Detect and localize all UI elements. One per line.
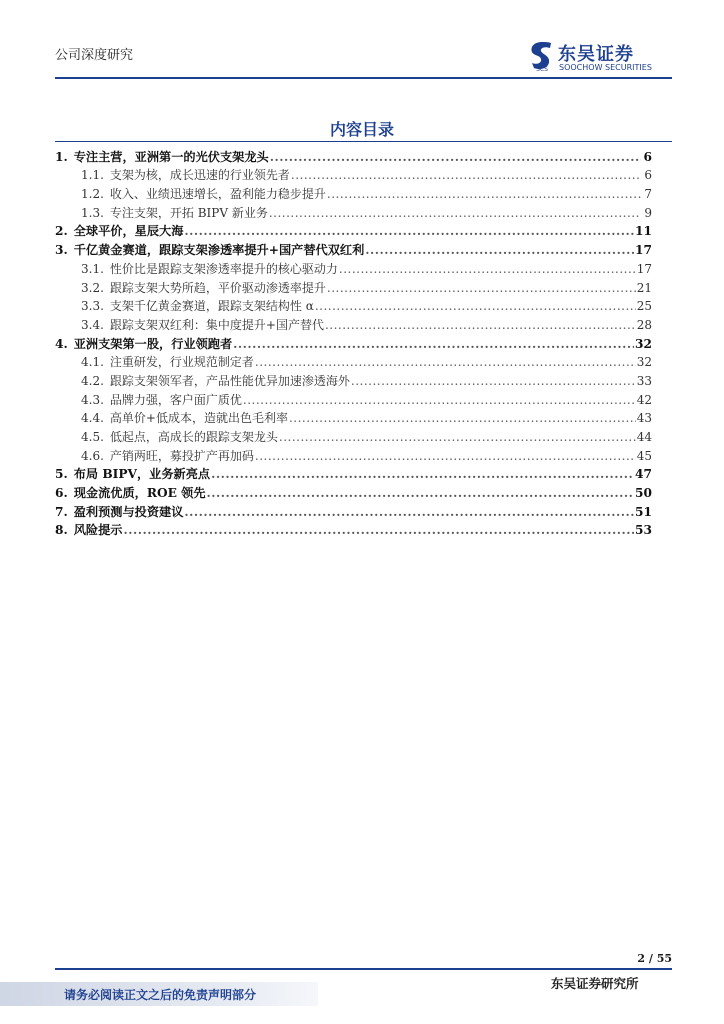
toc-entry[interactable] <box>55 409 652 428</box>
toc-leader-dots <box>270 149 641 166</box>
toc-entry-number: 2. <box>55 224 68 239</box>
toc-entry-number: 3. <box>55 243 68 258</box>
toc-entry-page: 33 <box>636 373 652 388</box>
toc-entry-page: 51 <box>635 504 652 519</box>
toc-entry-number: 3.1. <box>81 261 104 276</box>
toc-entry-number: 4.5. <box>81 430 104 444</box>
toc-entry-page: 32 <box>636 355 652 370</box>
toc-entry-page: 21 <box>636 280 652 295</box>
footer-divider <box>55 968 672 970</box>
toc-entry-title: 产销两旺，募投扩产再加码 <box>109 448 254 463</box>
table-of-contents <box>55 147 652 539</box>
toc-leader-dots <box>291 167 641 184</box>
toc-entry-page: 17 <box>636 261 652 276</box>
toc-entry-number: 4.1. <box>81 355 104 370</box>
toc-entry[interactable] <box>55 502 652 521</box>
toc-entry-title: 布局 BIPV，业务新亮点 <box>73 467 211 482</box>
toc-entry-number: 4.3. <box>81 392 104 407</box>
toc-entry-title: 专注支架，开拓 BIPV 新业务 <box>109 205 268 220</box>
toc-entry-title: 收入、业绩迅速增长，盈利能力稳步提升 <box>109 187 326 202</box>
toc-title: 内容目录 <box>329 120 394 139</box>
toc-leader-dots <box>207 485 635 502</box>
toc-entry-page: 9 <box>644 205 652 220</box>
toc-entry-title: 全球平价，星辰大海 <box>73 224 184 239</box>
toc-entry[interactable] <box>55 203 652 222</box>
toc-entry-number: 3.3. <box>81 299 104 314</box>
toc-entry[interactable] <box>55 371 652 390</box>
toc-entry[interactable] <box>55 297 652 316</box>
footer-disclaimer: 请务必阅读正文之后的免责声明部分 <box>64 988 257 1002</box>
toc-leader-dots <box>315 298 636 315</box>
toc-entry-page: 25 <box>636 299 652 314</box>
toc-leader-dots <box>255 448 636 465</box>
logo-english-name: SOOCHOW SECURITIES <box>559 63 652 72</box>
page-number: 2 / 55 <box>637 952 672 965</box>
toc-entry-page: 43 <box>636 411 652 426</box>
toc-entry-title: 支架千亿黄金赛道，跟踪支架结构性 α <box>109 299 314 314</box>
toc-leader-dots <box>289 410 636 427</box>
toc-entry-title: 低起点，高成长的跟踪支架龙头 <box>109 430 278 444</box>
toc-entry-title: 性价比是跟踪支架渗透率提升的核心驱动力 <box>109 261 338 276</box>
toc-entry-page: 47 <box>635 467 652 482</box>
toc-entry[interactable] <box>55 334 652 353</box>
header-divider <box>55 77 672 79</box>
toc-entry-number: 8. <box>55 523 68 538</box>
toc-entry-page: 45 <box>636 448 652 463</box>
toc-entry-number: 1.2. <box>81 187 104 202</box>
toc-entry-title: 盈利预测与投资建议 <box>73 504 184 519</box>
toc-entry[interactable] <box>55 521 652 540</box>
toc-entry-number: 6. <box>55 486 68 501</box>
toc-leader-dots <box>123 522 634 539</box>
toc-entry-number: 5. <box>55 467 68 482</box>
toc-entry[interactable] <box>55 446 652 465</box>
toc-leader-dots <box>184 504 634 521</box>
logo-mark-icon <box>528 40 556 72</box>
toc-entry-number: 3.4. <box>81 317 104 332</box>
toc-entry[interactable] <box>55 353 652 372</box>
toc-entry-number: 1.3. <box>81 205 104 220</box>
toc-entry-number: 3.2. <box>81 280 104 295</box>
toc-entry[interactable] <box>55 483 652 502</box>
toc-leader-dots <box>279 429 636 446</box>
footer-institute-name: 东吴证券研究所 <box>551 976 639 991</box>
toc-entry-page: 7 <box>644 187 652 202</box>
toc-entry-number: 1.1. <box>81 168 104 183</box>
toc-title-divider <box>55 141 672 142</box>
toc-leader-dots <box>351 373 636 390</box>
toc-entry-number: 4. <box>55 336 68 351</box>
toc-entry-number: 7. <box>55 504 68 519</box>
toc-entry-page: 28 <box>636 317 652 332</box>
toc-entry-title: 风险提示 <box>73 523 123 538</box>
toc-entry[interactable] <box>55 390 652 409</box>
toc-leader-dots <box>184 223 634 240</box>
toc-leader-dots <box>325 317 636 334</box>
toc-entry-number: 4.2. <box>81 373 104 388</box>
company-logo <box>528 40 678 74</box>
toc-entry-title: 品牌力强，客户面广质优 <box>109 392 242 407</box>
toc-leader-dots <box>233 336 634 353</box>
toc-leader-dots <box>339 261 636 278</box>
toc-entry-number: 4.6. <box>81 448 104 463</box>
toc-entry-page: 6 <box>643 149 652 164</box>
toc-entry[interactable] <box>55 259 652 278</box>
toc-entry-number: 4.4. <box>81 411 104 426</box>
toc-entry[interactable] <box>55 427 652 446</box>
toc-entry-title: 专注主营，亚洲第一的光伏支架龙头 <box>73 149 269 164</box>
toc-entry[interactable] <box>55 315 652 334</box>
toc-entry-page: 53 <box>635 523 652 538</box>
toc-entry-number: 1. <box>55 149 68 164</box>
toc-entry-page: 11 <box>635 224 652 239</box>
toc-entry-page: 44 <box>636 430 652 444</box>
toc-entry-page: 42 <box>636 392 652 407</box>
toc-leader-dots <box>211 466 634 483</box>
toc-entry-title: 千亿黄金赛道，跟踪支架渗透率提升+国产替代双红利 <box>73 243 365 258</box>
toc-entry[interactable] <box>55 465 652 484</box>
toc-leader-dots <box>269 205 641 222</box>
toc-entry-title: 跟踪支架领军者，产品性能优异加速渗透海外 <box>109 373 350 388</box>
toc-leader-dots <box>365 242 634 259</box>
toc-entry-title: 跟踪支架双红利：集中度提升+国产替代 <box>109 317 324 332</box>
toc-entry[interactable] <box>55 184 652 203</box>
toc-entry[interactable] <box>55 147 652 166</box>
toc-entry-page: 50 <box>635 486 652 501</box>
toc-entry[interactable] <box>55 222 652 241</box>
toc-entry-page: 32 <box>635 336 652 351</box>
toc-leader-dots <box>243 392 636 409</box>
toc-entry-page: 6 <box>644 168 652 183</box>
toc-entry-title: 支架为核，成长迅速的行业领先者 <box>109 168 290 183</box>
toc-entry-title: 亚洲支架第一股，行业领跑者 <box>73 336 233 351</box>
toc-entry-title: 高单价+低成本，造就出色毛利率 <box>109 411 288 426</box>
toc-leader-dots <box>255 354 636 371</box>
toc-entry[interactable] <box>55 166 652 185</box>
toc-entry[interactable] <box>55 240 652 259</box>
toc-entry[interactable] <box>55 278 652 297</box>
toc-leader-dots <box>327 280 636 297</box>
toc-entry-title: 跟踪支架大势所趋，平价驱动渗透率提升 <box>109 280 326 295</box>
report-type-label: 公司深度研究 <box>55 48 134 63</box>
toc-leader-dots <box>327 186 641 203</box>
toc-entry-title: 现金流优质，ROE 领先 <box>73 486 206 501</box>
toc-entry-title: 注重研发，行业规范制定者 <box>109 355 254 370</box>
svg-text:SCS: SCS <box>536 66 548 72</box>
toc-entry-page: 17 <box>635 243 652 258</box>
logo-chinese-name: 东吴证券 <box>558 44 634 65</box>
